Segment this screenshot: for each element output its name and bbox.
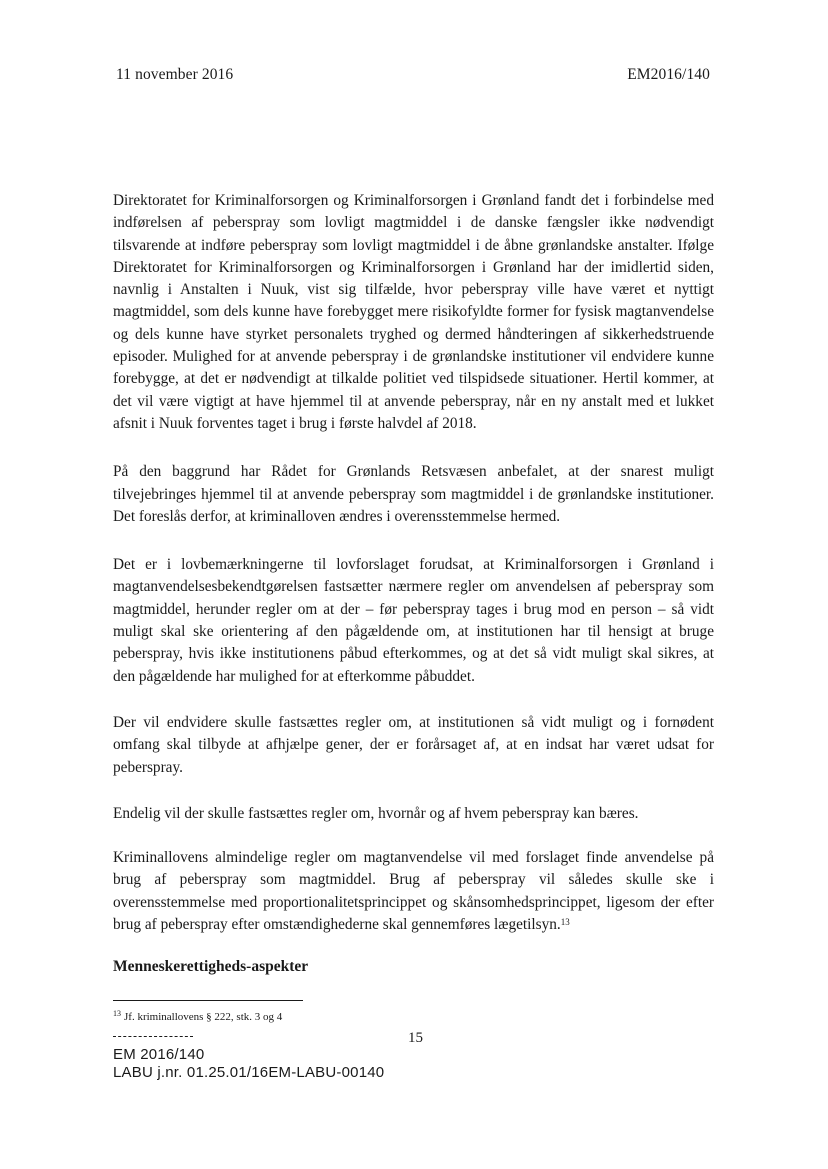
section-heading: Menneskerettigheds-aspekter [113,958,309,976]
paragraph-text: Kriminallovens almindelige regler om magtanvendelse vil med forslaget finde anvendelse på brug af peberspray som magtmiddel. Brug af peberspray vil således skulle ske i overensstemmelse med proportionalitetsprincippet og skånsomhedsprincippet, ligesom der efter brug af peberspray efter omstændighederne skal gennemføres lægetilsyn. [113,849,714,934]
dashed-divider [113,1036,193,1037]
paragraph-with-footnote [113,847,714,936]
footer-doc-number: EM 2016/140 [113,1046,205,1063]
page-number: 15 [408,1030,423,1046]
header-doc-id: EM2016/140 [627,66,710,83]
paragraph: På den baggrund har Rådet for Grønlands Retsvæsen anbefalet, at der snarest muligt tilvejebringes hjemmel til at anvende peberspray som magtmiddel i de grønlandske institutioner. Det foreslås derfor, at kriminalloven ændres i overensstemmelse hermed. [113,463,714,525]
paragraph: Der vil endvidere skulle fastsættes regler om, at institutionen så vidt muligt og i fornødent omfang skal tilbyde at afhjælpe gener, der er forårsaget af, at en indsat har været udsat for peberspray. [113,713,714,776]
footer-journal-number: LABU j.nr. 01.25.01/16EM-LABU-00140 [113,1064,385,1081]
footnote-divider [113,1000,303,1001]
paragraph: Direktoratet for Kriminalforsorgen og Kriminalforsorgen i Grønland fandt det i forbindelse med indførelsen af peberspray som lovligt magtmiddel i de danske fængsler ikke nødvendigt tilsvarende at indføre peberspray som lovligt magtmiddel i de åbne grønlandske anstalter. Ifølge Direktoratet for Kriminalforsorgen og Kriminalforsorgen i Grønland har der imidlertid siden, navnlig i Anstalten i Nuuk, vist sig tilfælde, hvor peberspray ville have været et nyttigt magtmiddel, som dels kunne have forebygget mere risikofyldte former for fysisk magtanvendelse og dels kunne have styrket personalets tryghed og dermed håndteringen af sikkerhedstruende episoder. Mulighed for at anvende peberspray i de grønlandske institutioner vil endvidere kunne forebygge, at det er nødvendigt at tilkalde politiet ved tilspidsede situationer. Hertil kommer, at det vil være vigtigt at have hjemmel til at anvende peberspray, når en ny anstalt med et lukket afsnit i Nuuk forventes taget i brug i første halvdel af 2018. [113,192,714,432]
body-text [113,190,714,976]
paragraph: Det er i lovbemærkningerne til lovforslaget forudsat, at Kriminalforsorgen i Grønland i magtanvendelsesbekendtgørelsen fastsætter nærmere regler om anvendelsen af peberspray som magtmiddel, herunder regler om at der – før peberspray tages i brug mod en person – så vidt muligt skal ske orientering af den pågældende om, at institutionen har til hensigt at bruge peberspray, hvis ikke institutionens påbud efterkommes, og at det så vidt muligt skal sikres, at den pågældende har mulighed for at efterkomme påbuddet. [113,556,714,685]
footnote-number: 13 [113,1009,121,1018]
footnote-reference: 13 [560,917,570,928]
paragraph: Endelig vil der skulle fastsættes regler om, hvornår og af hvem peberspray kan bæres. [113,804,639,822]
footnote [113,1011,282,1023]
header-date: 11 november 2016 [116,66,234,83]
footnote-text: Jf. kriminallovens § 222, stk. 3 og 4 [124,1011,283,1023]
